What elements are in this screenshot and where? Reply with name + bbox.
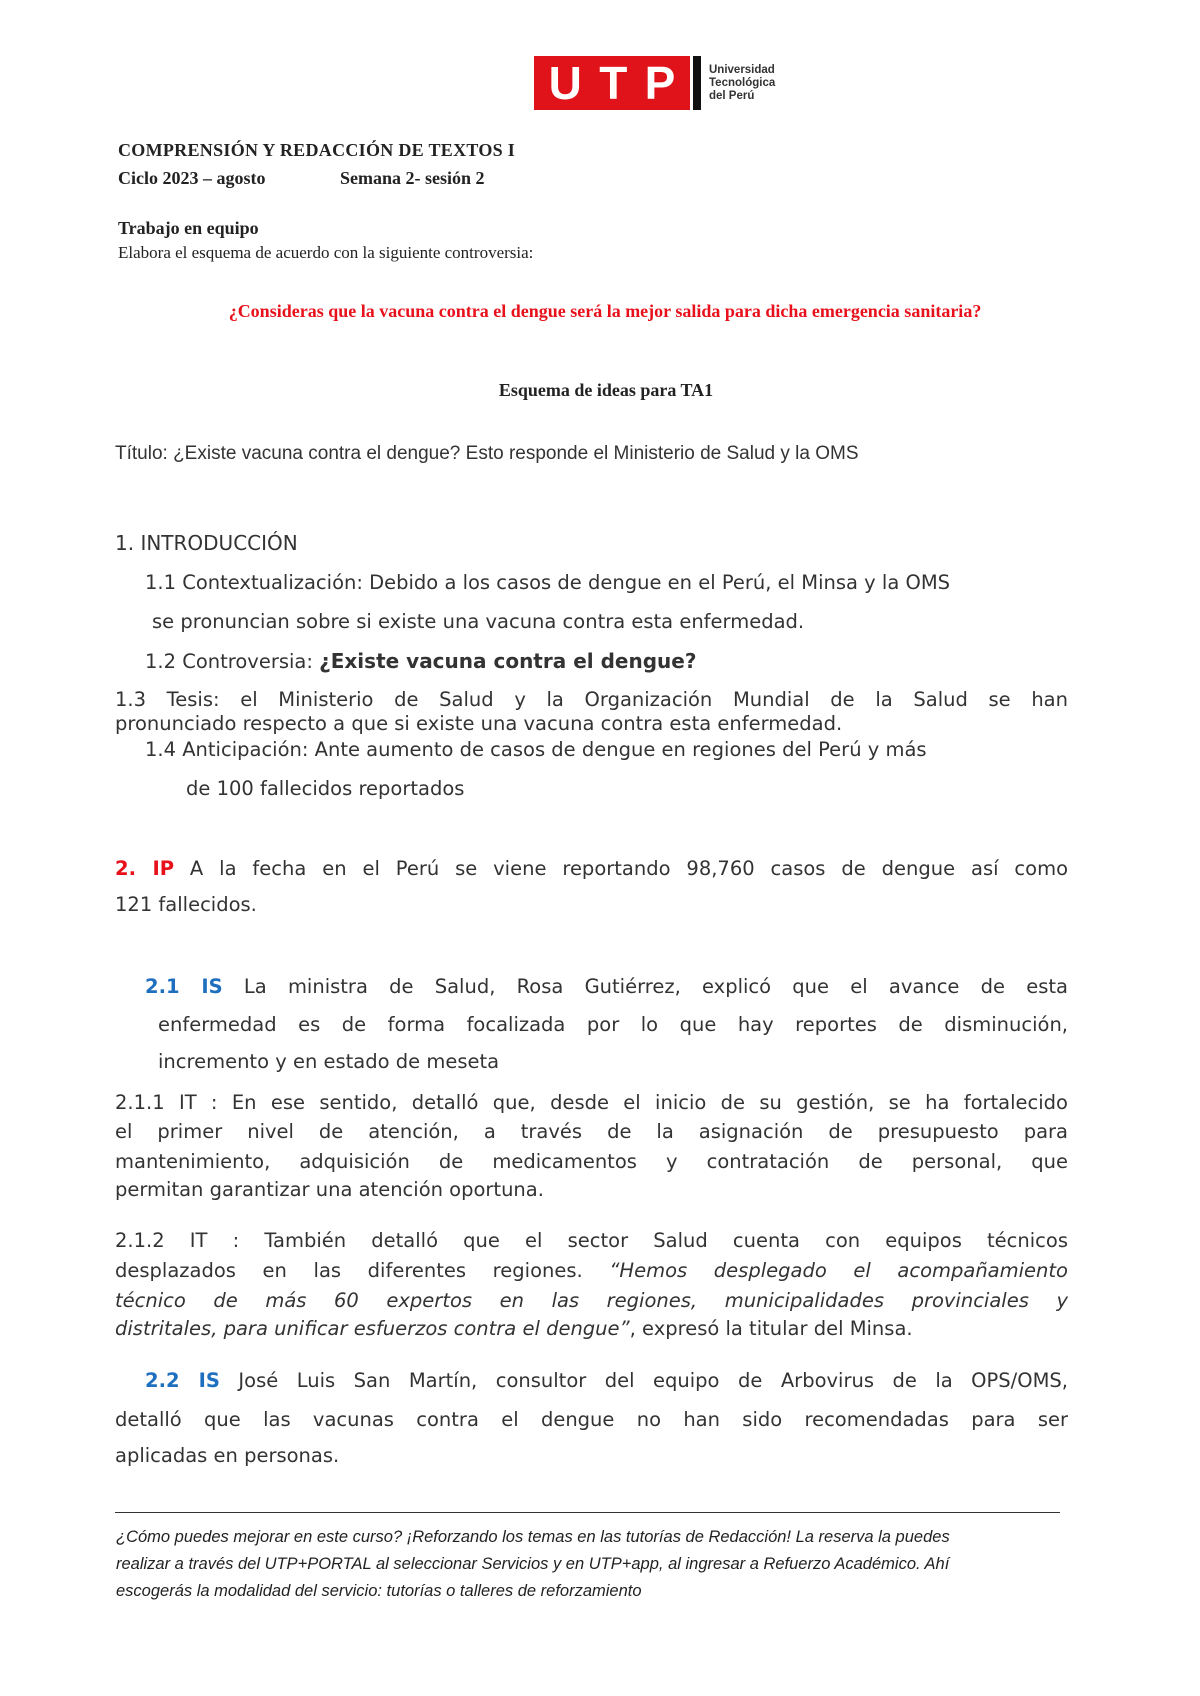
it2-line-1: 2.1.2 IT : También detalló que el sector Salud cuenta con equipos técnicos bbox=[115, 1229, 1068, 1252]
intro-item-1-line-2: se pronuncian sobre si existe una vacuna contra esta enfermedad. bbox=[152, 610, 805, 633]
cycle-label: Ciclo 2023 – agosto bbox=[118, 168, 266, 188]
logo-letter-t: T bbox=[599, 57, 628, 109]
it2-quote-end: distritales, para unificar esfuerzos contra el dengue” bbox=[115, 1317, 630, 1340]
is2-text: José Luis San Martín, consultor del equipo de Arbovirus de la OPS/OMS, bbox=[219, 1369, 1068, 1392]
intro-heading: 1. INTRODUCCIÓN bbox=[115, 531, 298, 555]
intro-item-1-line-1: 1.1 Contextualización: Debido a los casos de dengue en el Perú, el Minsa y la OMS bbox=[145, 571, 951, 594]
controversy-question: ¿Consideras que la vacuna contra el dengue será la mejor salida para dicha emergencia sanitaria? bbox=[228, 301, 982, 321]
task-heading: Trabajo en equipo bbox=[118, 218, 259, 238]
logo-letter-p: P bbox=[644, 57, 676, 109]
intro-item-4-line-2: de 100 fallecidos reportados bbox=[186, 777, 465, 800]
is1-line-2: enfermedad es de forma focalizada por lo que hay reportes de disminución, bbox=[158, 1013, 1068, 1036]
ip-label: 2. IP bbox=[115, 857, 175, 880]
intro-item-2-label: 1.2 Controversia: bbox=[145, 650, 320, 673]
intro-item-4-line-1: 1.4 Anticipación: Ante aumento de casos de dengue en regiones del Perú y más bbox=[145, 738, 927, 761]
it1-line-4: permitan garantizar una atención oportuna. bbox=[115, 1178, 544, 1201]
it2-line-2 bbox=[115, 1257, 1068, 1284]
is2-line-3: aplicadas en personas. bbox=[115, 1444, 340, 1467]
intro-item-2-controversy: ¿Existe vacuna contra el dengue? bbox=[319, 649, 697, 673]
footer-line-1: ¿Cómo puedes mejorar en este curso? ¡Reforzando los temas en las tutorías de Redacción! La reserva la puedes bbox=[116, 1528, 950, 1546]
it1-line-2: el primer nivel de atención, a través de la asignación de presupuesto para bbox=[115, 1120, 1068, 1143]
intro-item-2 bbox=[145, 649, 696, 673]
is2-label: 2.2 IS bbox=[145, 1369, 220, 1392]
it2-line-4 bbox=[115, 1317, 913, 1340]
scheme-title: Esquema de ideas para TA1 bbox=[498, 380, 714, 400]
it1-line-3: mantenimiento, adquisición de medicamentos y contratación de personal, que bbox=[115, 1150, 1068, 1173]
is2-line-2: detalló que las vacunas contra el dengue no han sido recomendadas para ser bbox=[115, 1408, 1068, 1431]
is2-line-1 bbox=[145, 1367, 1068, 1394]
footer-divider bbox=[115, 1512, 1060, 1513]
logo-mark bbox=[534, 56, 690, 110]
is1-text: La ministra de Salud, Rosa Gutiérrez, explicó que el avance de esta bbox=[222, 975, 1069, 998]
it2-quote-start: “Hemos desplegado el acompañamiento bbox=[609, 1259, 1068, 1282]
course-title: COMPRENSIÓN Y REDACCIÓN DE TEXTOS I bbox=[118, 140, 516, 160]
is1-line-3: incremento y en estado de meseta bbox=[158, 1050, 500, 1073]
is1-label: 2.1 IS bbox=[145, 975, 223, 998]
utp-logo bbox=[534, 56, 775, 110]
week-label: Semana 2- sesión 2 bbox=[340, 168, 485, 188]
ip-line-2: 121 fallecidos. bbox=[115, 893, 257, 916]
intro-item-3-line-2: pronunciado respecto a que si existe una vacuna contra esta enfermedad. bbox=[115, 712, 843, 735]
it2-line-2-text: desplazados en las diferentes regiones. bbox=[115, 1259, 610, 1282]
logo-line-2: Tecnológica bbox=[709, 76, 776, 89]
it1-line-1: 2.1.1 IT : En ese sentido, detalló que, desde el inicio de su gestión, se ha fortalecido bbox=[115, 1091, 1068, 1114]
is1-line-1 bbox=[145, 973, 1068, 1000]
it2-line-3: técnico de más 60 expertos en las regiones, municipalidades provinciales y bbox=[115, 1289, 1068, 1312]
footer-line-3: escogerás la modalidad del servicio: tutorías o talleres de reforzamiento bbox=[116, 1582, 642, 1600]
logo-line-3: del Perú bbox=[709, 89, 755, 102]
intro-item-3-line-1: 1.3 Tesis: el Ministerio de Salud y la Organización Mundial de la Salud se han bbox=[115, 688, 1068, 711]
logo-bar bbox=[693, 56, 701, 110]
task-instruction: Elabora el esquema de acuerdo con la siguiente controversia: bbox=[118, 243, 534, 262]
essay-title: Título: ¿Existe vacuna contra el dengue? Esto responde el Ministerio de Salud y la OMS bbox=[115, 443, 859, 464]
logo-letter-u: U bbox=[548, 57, 582, 109]
logo-line-1: Universidad bbox=[709, 63, 775, 76]
ip-line-1 bbox=[115, 855, 1068, 882]
footer-note bbox=[116, 1524, 1061, 1605]
logo-wordmark bbox=[709, 64, 775, 103]
footer-line-2: realizar a través del UTP+PORTAL al seleccionar Servicios y en UTP+app, al ingresar a Refuerzo Académico. Ahí bbox=[116, 1555, 950, 1573]
ip-text: A la fecha en el Perú se viene reportando 98,760 casos de dengue así como bbox=[174, 857, 1068, 880]
it2-line-4-text: , expresó la titular del Minsa. bbox=[629, 1317, 913, 1340]
